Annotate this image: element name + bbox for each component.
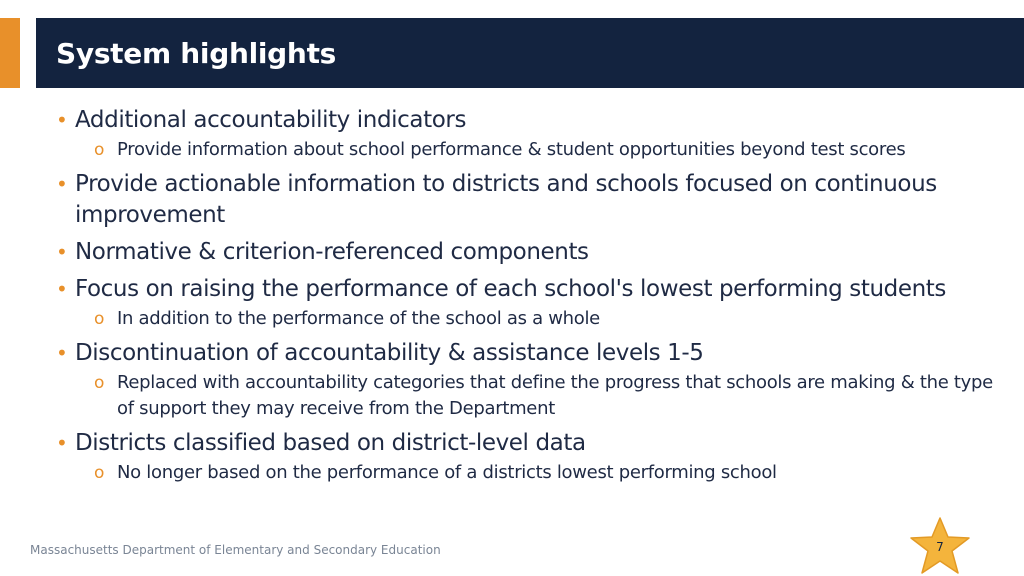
bullet-item bbox=[56, 105, 996, 136]
bullet-text: Focus on raising the performance of each school's lowest performing students bbox=[75, 276, 946, 302]
bullet-text: Additional accountability indicators bbox=[75, 107, 467, 133]
sub-bullet-item bbox=[94, 370, 996, 422]
bullet-item bbox=[56, 338, 996, 369]
sub-bullet-item bbox=[94, 460, 996, 486]
sub-bullet-item bbox=[94, 137, 996, 163]
bullet-item bbox=[56, 169, 996, 231]
sub-bullet-text: Replaced with accountability categories that define the progress that schools are making & the type of support they may receive from the Department bbox=[117, 372, 993, 419]
sub-bullet-text: Provide information about school performance & student opportunities beyond test scores bbox=[117, 139, 906, 160]
bullet-item bbox=[56, 428, 996, 459]
bullet-text: Provide actionable information to districts and schools focused on continuous improvement bbox=[75, 171, 937, 228]
bullet-text: Districts classified based on district-level data bbox=[75, 430, 586, 456]
bullet-marker: • bbox=[56, 240, 68, 264]
bullet-marker: • bbox=[56, 172, 68, 196]
bullet-text: Normative & criterion-referenced components bbox=[75, 239, 589, 265]
page-title: System highlights bbox=[56, 36, 337, 70]
sub-bullet-marker: o bbox=[94, 463, 105, 483]
bullet-marker: • bbox=[56, 277, 68, 301]
title-accent-bar bbox=[0, 18, 20, 88]
title-bar bbox=[36, 18, 1024, 88]
sub-bullet-marker: o bbox=[94, 309, 105, 329]
bullet-item bbox=[56, 274, 996, 305]
bullet-marker: • bbox=[56, 341, 68, 365]
sub-bullet-text: No longer based on the performance of a districts lowest performing school bbox=[117, 462, 777, 483]
bullet-item bbox=[56, 237, 996, 268]
sub-bullet-marker: o bbox=[94, 140, 105, 160]
bullet-marker: • bbox=[56, 108, 68, 132]
footer-organization: Massachusetts Department of Elementary and Secondary Education bbox=[30, 543, 441, 557]
sub-bullet-text: In addition to the performance of the school as a whole bbox=[117, 308, 600, 329]
bullet-text: Discontinuation of accountability & assistance levels 1-5 bbox=[75, 340, 704, 366]
sub-bullet-item bbox=[94, 306, 996, 332]
sub-bullet-marker: o bbox=[94, 373, 105, 393]
bullet-marker: • bbox=[56, 431, 68, 455]
page-number: 7 bbox=[936, 540, 944, 554]
bullet-list bbox=[56, 105, 996, 486]
